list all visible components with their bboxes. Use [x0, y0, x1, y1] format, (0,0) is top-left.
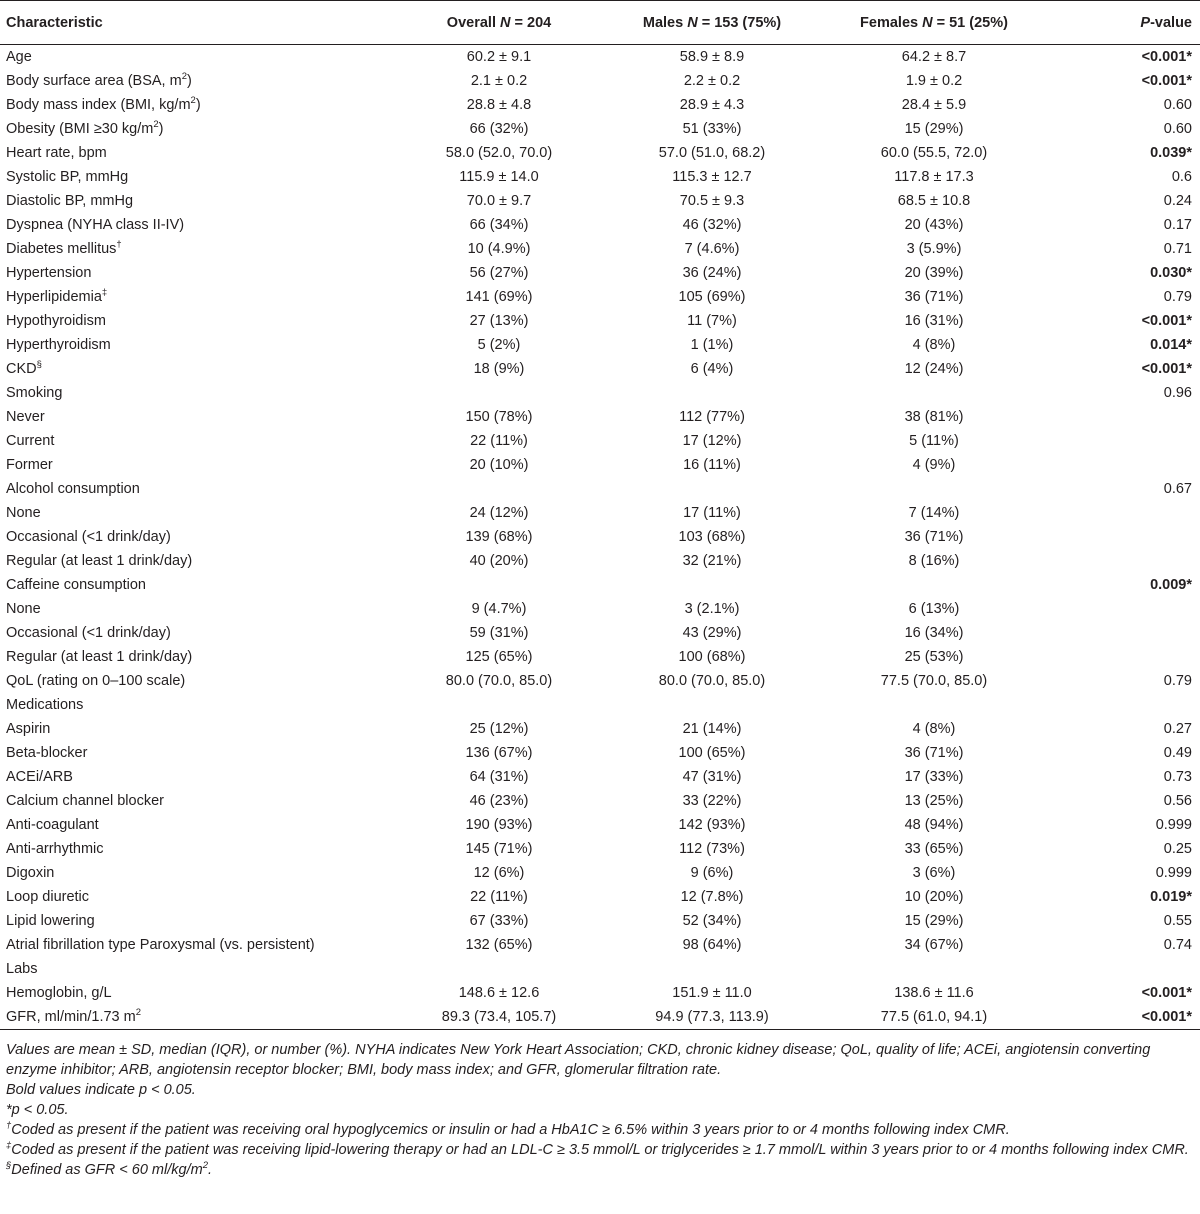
table-row — [0, 645, 1200, 669]
row-overall-value: 25 (12%) — [469, 721, 529, 737]
row-males-value: 58.9 ± 8.9 — [679, 49, 745, 65]
row-characteristic: ACEi/ARB — [6, 769, 73, 785]
row-p-value — [1050, 957, 1200, 981]
row-p-value: 0.67 — [1163, 481, 1192, 497]
table-row — [0, 285, 1200, 309]
row-males-value: 6 (4%) — [690, 361, 734, 377]
row-males-value: 2.2 ± 0.2 — [683, 73, 741, 89]
row-overall-value: 66 (32%) — [469, 121, 529, 137]
row-p-value — [1050, 621, 1200, 645]
row-males-value: 51 (33%) — [682, 121, 742, 137]
row-males-value: 105 (69%) — [678, 289, 746, 305]
table-row — [0, 189, 1200, 213]
row-females-value: 77.5 (61.0, 94.1) — [818, 1005, 1050, 1030]
row-characteristic: Regular (at least 1 drink/day) — [6, 553, 193, 569]
header-females: Females N = 51 (25%) — [818, 1, 1050, 45]
row-females-value: 1.9 ± 0.2 — [905, 73, 963, 89]
footnote-section: §Defined as GFR < 60 $ml/kg/m^2$. — [6, 1160, 213, 1178]
row-characteristic: Never — [6, 409, 45, 425]
footnote-bold: Bold values indicate p < 0.05. — [6, 1082, 196, 1098]
row-females-value: 5 (11%) — [909, 433, 959, 449]
table-row — [0, 837, 1200, 861]
row-females-value: 15 (29%) — [904, 913, 964, 929]
row-males-value: 1 (1%) — [690, 337, 734, 353]
row-males-value: 17 (11%) — [683, 505, 741, 521]
row-overall-value: 70.0 ± 9.7 — [466, 193, 532, 209]
row-males-value — [606, 381, 818, 405]
row-females-value: 7 (14%) — [908, 505, 960, 521]
row-p-value — [1050, 429, 1200, 453]
row-p-value — [1050, 525, 1200, 549]
table-footnotes — [0, 1030, 1200, 1180]
row-overall-value: 2.1 ± 0.2 — [470, 73, 528, 89]
row-males-value — [606, 573, 818, 597]
row-overall-value: 66 (34%) — [469, 217, 529, 233]
table-header — [0, 1, 1200, 45]
row-overall-value: 148.6 ± 12.6 — [458, 985, 540, 1001]
row-females-value: 34 (67%) — [904, 937, 964, 953]
row-characteristic: Diastolic BP, mmHg — [6, 193, 134, 209]
row-males-value — [606, 693, 818, 717]
table-row — [0, 261, 1200, 285]
row-p-value: 0.17 — [1163, 217, 1192, 233]
row-p-value: 0.60 — [1163, 121, 1192, 137]
row-characteristic: Regular (at least 1 drink/day) — [6, 649, 193, 665]
table-row — [0, 909, 1200, 933]
footnote-double-dagger: ‡Coded as present if the patient was receiving lipid-lowering therapy or had an LDL-C ≥ 3.5 mmol/L or triglycerides ≥ 1.7 mmol/L within 3 years prior to or 4 months following index CMR. — [6, 1140, 1189, 1158]
row-p-value: 0.019* — [1150, 889, 1192, 905]
row-males-value: 94.9 (77.3, 113.9) — [606, 1005, 818, 1030]
table-row — [0, 597, 1200, 621]
table-row — [0, 765, 1200, 789]
row-males-value: 57.0 (51.0, 68.2) — [658, 145, 766, 161]
row-overall-value: 64 (31%) — [469, 769, 529, 785]
row-males-value: 16 (11%) — [683, 457, 741, 473]
table-row — [0, 117, 1200, 141]
header-row — [0, 1, 1200, 45]
row-females-value: 16 (31%) — [904, 313, 964, 329]
row-males-value: 103 (68%) — [678, 529, 746, 545]
row-overall-value: 12 (6%) — [473, 865, 525, 881]
table-row — [0, 333, 1200, 357]
row-overall-value: 24 (12%) — [469, 505, 529, 521]
row-p-value: 0.55 — [1163, 913, 1192, 929]
row-males-value: 36 (24%) — [682, 265, 742, 281]
row-females-value: 20 (39%) — [904, 265, 964, 281]
row-characteristic: Occasional (<1 drink/day) — [6, 529, 171, 545]
row-characteristic: Former — [6, 457, 53, 473]
row-males-value: 115.3 ± 12.7 — [672, 169, 752, 185]
row-males-value: 28.9 ± 4.3 — [679, 97, 745, 113]
row-males-value: 70.5 ± 9.3 — [679, 193, 745, 209]
row-males-value: 100 (68%) — [678, 649, 746, 665]
row-overall-value: 59 (31%) — [469, 625, 529, 641]
row-females-value — [818, 477, 1050, 501]
row-overall-value: 60.2 ± 9.1 — [466, 49, 532, 65]
row-p-value — [1050, 645, 1200, 669]
row-females-value: 15 (29%) — [904, 121, 964, 137]
table-row — [0, 741, 1200, 765]
row-characteristic: Aspirin — [6, 721, 51, 737]
table-row — [0, 693, 1200, 717]
row-characteristic: Calcium channel blocker — [6, 793, 164, 809]
row-characteristic: Body mass index (BMI, $kg/m^2$) — [6, 95, 201, 113]
row-overall-value: 132 (65%) — [465, 937, 533, 953]
table-row — [0, 789, 1200, 813]
row-overall-value: 18 (9%) — [473, 361, 525, 377]
row-p-value — [1050, 597, 1200, 621]
table-row — [0, 405, 1200, 429]
table-row — [0, 213, 1200, 237]
row-p-value: 0.74 — [1163, 937, 1192, 953]
row-characteristic: Beta-blocker — [6, 745, 88, 761]
row-characteristic: Age — [6, 49, 32, 65]
row-overall-value: 115.9 ± 14.0 — [459, 169, 539, 185]
row-p-value: <0.001* — [1141, 313, 1192, 329]
row-characteristic: Hypothyroidism — [6, 313, 106, 329]
row-p-value: 0.73 — [1163, 769, 1192, 785]
row-characteristic: QoL (rating on 0–100 scale) — [6, 673, 186, 689]
row-overall-value: 145 (71%) — [465, 841, 533, 857]
row-males-value: 100 (65%) — [678, 745, 746, 761]
row-characteristic: Loop diuretic — [6, 889, 90, 905]
row-females-value: 60.0 (55.5, 72.0) — [880, 145, 988, 161]
table-row — [0, 69, 1200, 93]
row-females-value: 3 (6%) — [912, 865, 956, 881]
row-p-value: 0.030* — [1150, 265, 1192, 281]
row-characteristic: Dyspnea (NYHA class II-IV) — [6, 217, 185, 233]
table-row — [0, 621, 1200, 645]
row-p-value: <0.001* — [1141, 985, 1192, 1001]
row-males-value: 47 (31%) — [682, 769, 742, 785]
row-characteristic: Medications — [6, 697, 84, 713]
row-characteristic: Current — [6, 433, 55, 449]
row-females-value: 48 (94%) — [904, 817, 964, 833]
row-p-value: 0.56 — [1163, 793, 1192, 809]
row-overall-value: 5 (2%) — [477, 337, 521, 353]
row-characteristic: Anti-arrhythmic — [6, 841, 104, 857]
row-females-value — [818, 957, 1050, 981]
row-females-value: 38 (81%) — [904, 409, 964, 425]
row-overall-value: 20 (10%) — [469, 457, 529, 473]
table-row — [0, 549, 1200, 573]
row-males-value: 11 (7%) — [687, 313, 737, 329]
table-row — [0, 453, 1200, 477]
row-overall-value: 22 (11%) — [470, 433, 528, 449]
row-overall-value: 139 (68%) — [465, 529, 533, 545]
row-characteristic: Atrial fibrillation type Paroxysmal (vs. persistent) — [6, 937, 315, 953]
row-characteristic: Diabetes mellitus† — [6, 239, 122, 257]
row-males-value: 3 (2.1%) — [684, 601, 740, 617]
row-characteristic: Obesity (BMI ≥30 $kg/m^2$) — [6, 119, 164, 137]
row-characteristic: CKD§ — [6, 359, 42, 377]
row-p-value: 0.6 — [1171, 169, 1192, 185]
table-body — [0, 45, 1200, 1030]
table-row — [0, 165, 1200, 189]
row-p-value: 0.49 — [1163, 745, 1192, 761]
row-overall-value: 9 (4.7%) — [471, 601, 527, 617]
row-females-value: 68.5 ± 10.8 — [897, 193, 971, 209]
table-row — [0, 813, 1200, 837]
row-p-value: <0.001* — [1141, 49, 1192, 65]
row-p-value: <0.001* — [1141, 361, 1192, 377]
row-p-value: 0.999 — [1155, 865, 1192, 881]
row-p-value — [1050, 405, 1200, 429]
row-females-value: 6 (13%) — [908, 601, 960, 617]
row-characteristic: Caffeine consumption — [6, 577, 146, 593]
footnote-dagger: †Coded as present if the patient was receiving oral hypoglycemics or insulin or had a HbA1C ≥ 6.5% within 3 years prior to or 4 months following index CMR. — [6, 1120, 1010, 1138]
row-females-value: 138.6 ± 11.6 — [894, 985, 974, 1001]
table-row — [0, 141, 1200, 165]
row-p-value: 0.79 — [1163, 673, 1192, 689]
row-males-value: 17 (12%) — [682, 433, 742, 449]
row-characteristic: Body surface area (BSA, $m^2$) — [6, 71, 192, 89]
table-row — [0, 381, 1200, 405]
row-females-value: 25 (53%) — [904, 649, 964, 665]
header-overall: Overall N = 204 — [392, 1, 606, 45]
header-characteristic: Characteristic — [0, 1, 392, 45]
row-males-value: 43 (29%) — [682, 625, 742, 641]
row-characteristic: GFR, ml/min/1.73 $m^2$ — [0, 1005, 392, 1030]
table-row — [0, 93, 1200, 117]
row-characteristic: Heart rate, bpm — [6, 145, 107, 161]
row-characteristic: Lipid lowering — [6, 913, 95, 929]
row-females-value: 117.8 ± 17.3 — [894, 169, 974, 185]
row-characteristic: Hemoglobin, g/L — [6, 985, 112, 1001]
row-females-value: 64.2 ± 8.7 — [901, 49, 967, 65]
row-males-value: 142 (93%) — [678, 817, 746, 833]
table-row — [0, 45, 1200, 70]
row-characteristic: None — [6, 601, 41, 617]
row-p-value: <0.001* — [1141, 73, 1192, 89]
row-overall-value: 58.0 (52.0, 70.0) — [445, 145, 553, 161]
row-females-value: 33 (65%) — [904, 841, 964, 857]
row-overall-value: 80.0 (70.0, 85.0) — [445, 673, 553, 689]
table-row — [0, 429, 1200, 453]
row-males-value: 9 (6%) — [690, 865, 734, 881]
row-females-value: 28.4 ± 5.9 — [901, 97, 967, 113]
row-characteristic: Systolic BP, mmHg — [6, 169, 129, 185]
row-females-value: 13 (25%) — [904, 793, 964, 809]
table-row — [0, 717, 1200, 741]
row-females-value: 8 (16%) — [908, 553, 960, 569]
row-overall-value — [392, 693, 606, 717]
row-males-value: 32 (21%) — [682, 553, 742, 569]
row-males-value: 80.0 (70.0, 85.0) — [658, 673, 766, 689]
row-females-value: 77.5 (70.0, 85.0) — [880, 673, 988, 689]
table-row — [0, 309, 1200, 333]
row-characteristic: Smoking — [6, 385, 63, 401]
row-characteristic: Hyperlipidemia‡ — [6, 287, 108, 305]
table-row — [0, 237, 1200, 261]
row-overall-value: 125 (65%) — [465, 649, 533, 665]
footnote-star: *p < 0.05. — [6, 1102, 69, 1118]
row-males-value: 112 (73%) — [679, 841, 745, 857]
row-males-value: 151.9 ± 11.0 — [672, 985, 752, 1001]
row-females-value — [818, 573, 1050, 597]
row-characteristic: Anti-coagulant — [6, 817, 99, 833]
row-males-value: 112 (77%) — [679, 409, 745, 425]
row-overall-value: 40 (20%) — [469, 553, 529, 569]
row-males-value: 21 (14%) — [682, 721, 742, 737]
row-males-value: 46 (32%) — [682, 217, 742, 233]
row-overall-value — [392, 573, 606, 597]
row-males-value: 33 (22%) — [682, 793, 742, 809]
row-males-value: 52 (34%) — [682, 913, 742, 929]
row-females-value: 3 (5.9%) — [906, 241, 962, 257]
row-p-value — [1050, 501, 1200, 525]
row-females-value: 36 (71%) — [904, 289, 964, 305]
row-characteristic: Digoxin — [6, 865, 55, 881]
row-p-value — [1050, 453, 1200, 477]
row-characteristic: Occasional (<1 drink/day) — [6, 625, 171, 641]
row-females-value — [818, 693, 1050, 717]
row-females-value: 20 (43%) — [904, 217, 964, 233]
row-overall-value: 28.8 ± 4.8 — [466, 97, 532, 113]
row-females-value: 4 (8%) — [912, 337, 956, 353]
row-overall-value: 141 (69%) — [465, 289, 533, 305]
row-p-value: 0.014* — [1150, 337, 1192, 353]
row-characteristic: Alcohol consumption — [6, 481, 140, 497]
row-males-value: 7 (4.6%) — [684, 241, 740, 257]
row-females-value: 16 (34%) — [904, 625, 964, 641]
row-p-value: 0.999 — [1155, 817, 1192, 833]
row-p-value: 0.96 — [1163, 385, 1192, 401]
row-p-value: 0.009* — [1150, 577, 1192, 593]
table-row — [0, 477, 1200, 501]
row-p-value: 0.039* — [1150, 145, 1192, 161]
row-p-value: 0.25 — [1163, 841, 1192, 857]
table-row — [0, 357, 1200, 381]
footnote-abbreviations: Values are mean ± SD, median (IQR), or number (%). NYHA indicates New York Heart Association; CKD, chronic kidney disease; QoL, quality of life; ACEi, angiotensin converting enzyme inhibitor; ARB, angiotensin receptor blocker; BMI, body mass index; and GFR, glomerular filtration rate. — [6, 1042, 1151, 1078]
table-row — [0, 669, 1200, 693]
header-males: Males N = 153 (75%) — [606, 1, 818, 45]
row-females-value: 10 (20%) — [904, 889, 964, 905]
row-overall-value: 46 (23%) — [469, 793, 529, 809]
row-overall-value: 56 (27%) — [469, 265, 529, 281]
row-p-value — [1050, 693, 1200, 717]
row-p-value — [1050, 549, 1200, 573]
row-overall-value — [392, 477, 606, 501]
row-p-value: 0.24 — [1163, 193, 1192, 209]
row-p-value: <0.001* — [1050, 1005, 1200, 1030]
row-males-value — [606, 477, 818, 501]
row-overall-value: 67 (33%) — [469, 913, 529, 929]
row-overall-value: 150 (78%) — [465, 409, 533, 425]
table-row — [0, 885, 1200, 909]
table-row — [0, 933, 1200, 957]
table-row — [0, 525, 1200, 549]
row-males-value — [606, 957, 818, 981]
row-characteristic: Labs — [6, 961, 38, 977]
row-overall-value: 27 (13%) — [469, 313, 529, 329]
table-row — [0, 501, 1200, 525]
row-characteristic: Hypertension — [6, 265, 92, 281]
row-overall-value — [392, 381, 606, 405]
header-p-value: P-value — [1050, 1, 1200, 45]
row-females-value: 17 (33%) — [904, 769, 964, 785]
row-overall-value: 136 (67%) — [465, 745, 533, 761]
table-row — [0, 957, 1200, 981]
row-females-value: 12 (24%) — [904, 361, 964, 377]
row-p-value: 0.71 — [1163, 241, 1192, 257]
row-overall-value: 10 (4.9%) — [467, 241, 531, 257]
row-p-value: 0.27 — [1163, 721, 1192, 737]
table-row — [0, 981, 1200, 1005]
row-females-value: 36 (71%) — [904, 529, 964, 545]
row-overall-value: 22 (11%) — [470, 889, 528, 905]
row-males-value: 98 (64%) — [682, 937, 742, 953]
row-characteristic: None — [6, 505, 41, 521]
row-females-value: 4 (9%) — [912, 457, 956, 473]
table-row — [0, 861, 1200, 885]
table-row — [0, 573, 1200, 597]
row-males-value: 12 (7.8%) — [680, 889, 744, 905]
row-females-value — [818, 381, 1050, 405]
row-females-value: 36 (71%) — [904, 745, 964, 761]
row-overall-value: 190 (93%) — [465, 817, 533, 833]
row-characteristic: Hyperthyroidism — [6, 337, 111, 353]
row-p-value: 0.79 — [1163, 289, 1192, 305]
row-overall-value: 89.3 (73.4, 105.7) — [392, 1005, 606, 1030]
row-overall-value — [392, 957, 606, 981]
row-p-value: 0.60 — [1163, 97, 1192, 113]
row-females-value: 4 (8%) — [912, 721, 956, 737]
table-row — [0, 1005, 1200, 1030]
